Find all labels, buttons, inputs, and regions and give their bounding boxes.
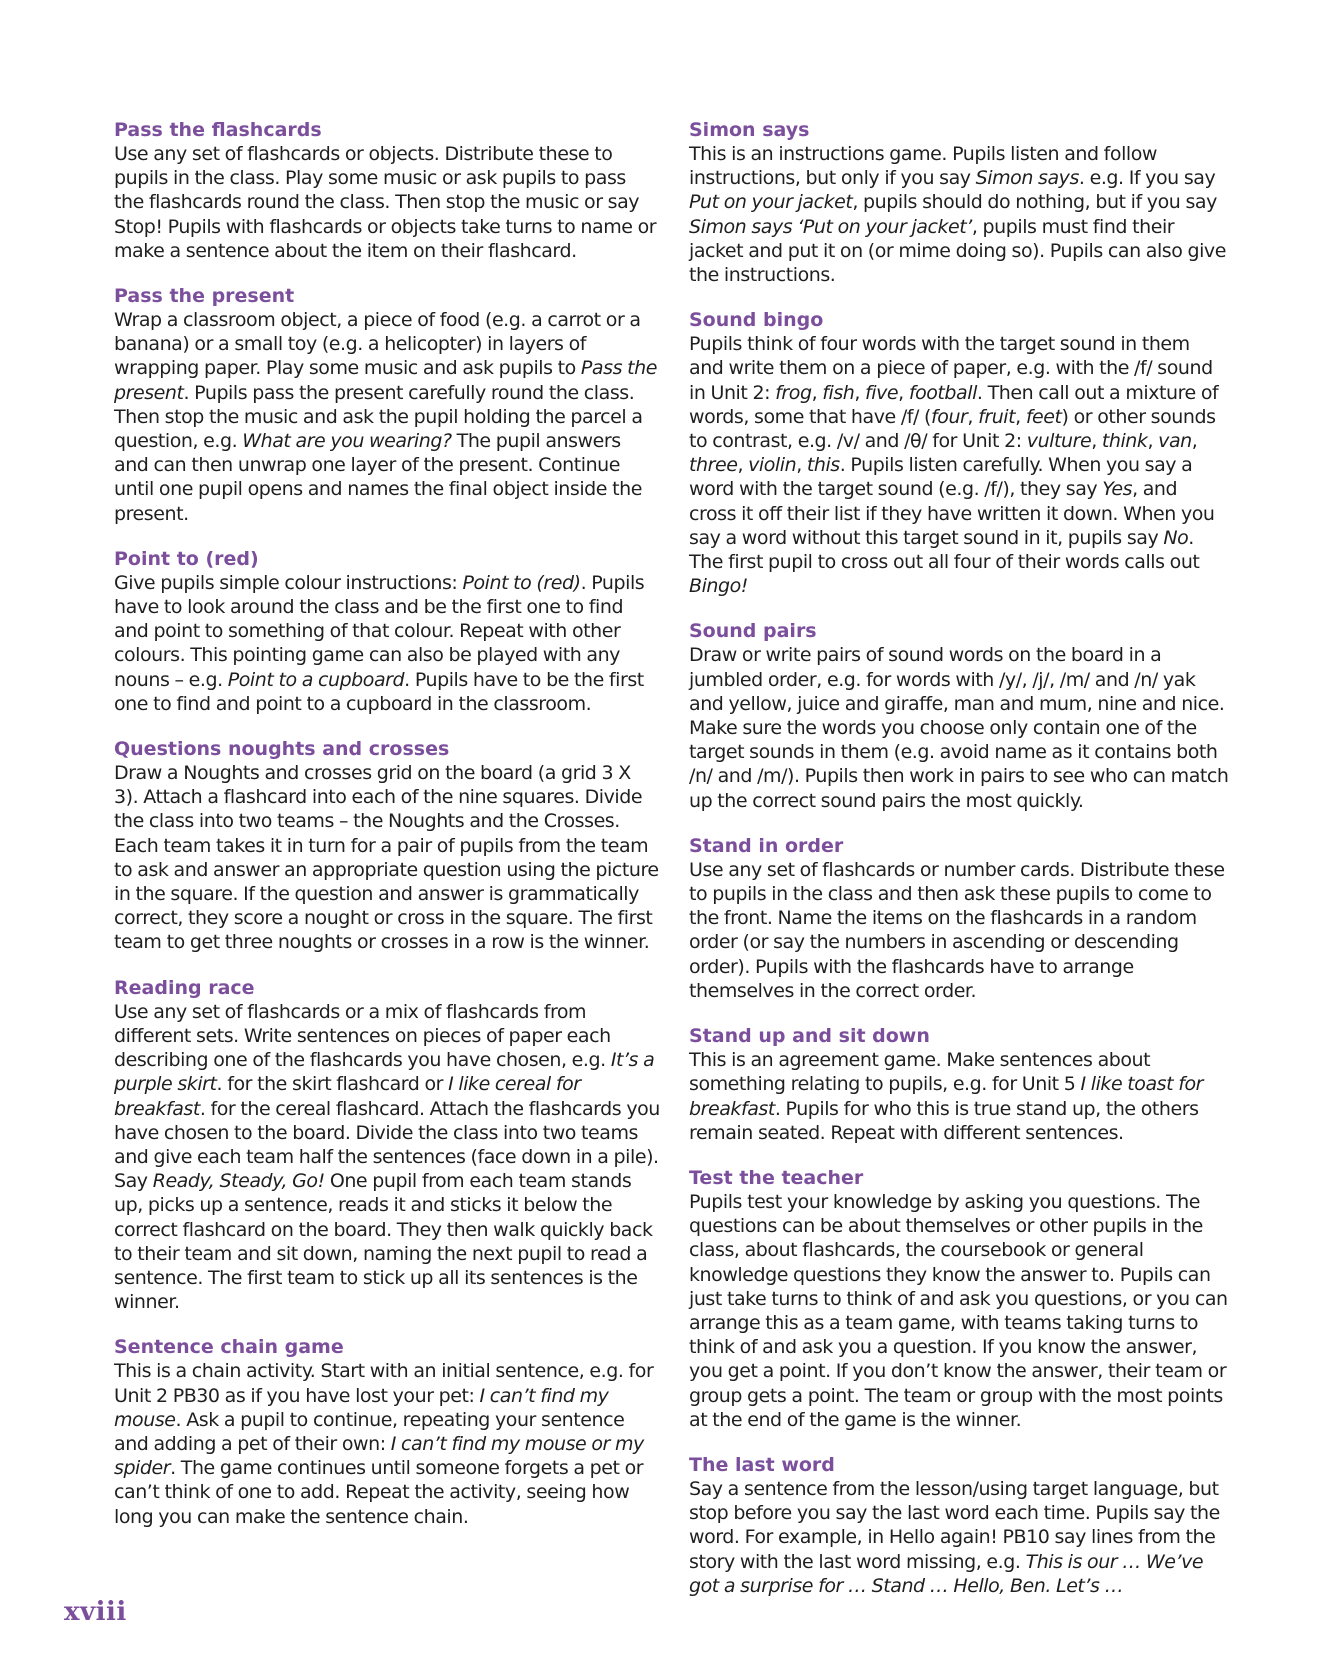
italic-text: fruit [978, 405, 1016, 428]
italic-text: Pass the present [114, 357, 657, 404]
body-text: . The game continues until someone forgets a pet or can’t think of one to add. Repeat the activity, seeing how long you can make the sentence chain. [114, 1457, 644, 1528]
italic-text: feet [1025, 405, 1062, 428]
section-heading: Stand in order [689, 834, 844, 857]
body-text: . e.g. If you say [1078, 167, 1216, 190]
section-the-last-word [689, 1453, 1229, 1598]
italic-text: This is our … We’ve got a surprise for … Stand … Hello, Ben. Let’s … [689, 1550, 1204, 1597]
section-heading: Point to (red) [114, 547, 259, 570]
italic-text: Ready, Steady, Go! [152, 1170, 325, 1193]
italic-text: Put on your jacket [689, 191, 853, 214]
body-text: , [1191, 430, 1198, 453]
italic-text: think [1101, 430, 1148, 453]
section-heading: Sentence chain game [114, 1336, 344, 1359]
body-text: . Pupils have to look around the class and be the first one to find and point to something of that colour. Repeat with other colours. This pointing game can also be played with any nouns – e.g. [114, 571, 645, 691]
section-body [114, 1359, 660, 1528]
italic-text: What are you wearing? [242, 430, 452, 453]
section-point-to-red [114, 547, 660, 716]
body-text: , [898, 381, 909, 404]
body-text: . Pupils listen carefully. When you say a word with the target sound (e.g. /f/), they say [689, 454, 1193, 501]
body-text: Use any set of flashcards or objects. Distribute these to pupils in the class. Play some music or ask pupils to pass the flashcards round the class. Then stop the music or say Stop! Pupils with flashcards or objects take turns to name or make a sentence about the item on their flashcard. [114, 143, 657, 262]
italic-text: I like toast for breakfast [689, 1073, 1203, 1120]
italic-text: I can’t find my mouse or my spider [114, 1432, 644, 1480]
section-sound-pairs [689, 619, 1229, 812]
section-heading: The last word [689, 1453, 835, 1476]
italic-text: frog [775, 381, 812, 404]
body-text: . Pupils for who this is true stand up, the others remain seated. Repeat with different sentences. [689, 1097, 1199, 1144]
section-heading: Reading race [114, 976, 255, 999]
body-text: . Pupils pass the present carefully round the class. Then stop the music and ask the pupil holding the parcel a question, e.g. [114, 381, 643, 453]
body-text: , [1147, 430, 1159, 453]
body-text: , [1015, 405, 1026, 428]
italic-text: No [1163, 526, 1189, 549]
italic-text: four [931, 405, 968, 428]
body-text: Say a sentence from the lesson/using target language, but stop before you say the last word each time. Pupils say the word. For example, in Hello again! PB10 say lines from the story with the last word missing, e.g. [689, 1477, 1220, 1573]
section-sentence-chain-game [114, 1335, 660, 1528]
body-text: Give pupils simple colour instructions: [114, 571, 463, 594]
italic-text: three [689, 454, 738, 477]
left-column [114, 118, 660, 1550]
section-body [114, 1000, 660, 1315]
body-text: Use any set of flashcards or a mix of flashcards from different sets. Write sentences on pieces of paper each describing one of the flashcards you have chosen, e.g. [114, 1000, 611, 1072]
italic-text: Simon says ‘Put on your jacket’ [689, 215, 972, 238]
section-body [114, 761, 660, 955]
section-body [114, 571, 660, 716]
section-sound-bingo [689, 308, 1229, 598]
italic-text: violin [748, 454, 797, 477]
section-body [689, 332, 1229, 598]
body-text: This is an instructions game. Pupils listen and follow instructions, but only if you say [689, 143, 1158, 190]
body-text: . for the skirt flashcard or [216, 1073, 449, 1096]
body-text: , [811, 381, 823, 404]
body-text: One pupil from each team stands up, picks up a sentence, reads it and sticks it below the correct flashcard on the board. They then walk quickly back to their team and sit down, naming the next pupil to read a sentence. The first team to stick up all its sentences is the winner. [114, 1170, 653, 1314]
body-text: . Ask a pupil to continue, repeating your sentence and adding a pet of their own: [114, 1408, 625, 1455]
section-simon-says [689, 118, 1229, 287]
body-text: ) or other sounds to contrast, e.g. /v/ and /θ/ for Unit 2: [689, 405, 1216, 453]
body-text: . Pupils have to be the first one to find and point to a cupboard in the classroom. [114, 668, 644, 715]
body-text: Use any set of flashcards or number cards. Distribute these to pupils in the class and then ask these pupils to come to the front. Name the items on the flashcards in a random order (or say the numbers in ascending or descending order). Pupils with the flashcards have to arrange themselves in the correct order. [689, 858, 1225, 1002]
italic-text: I like cereal for breakfast [114, 1073, 581, 1120]
italic-text: It’s a purple skirt [114, 1049, 655, 1096]
section-test-the-teacher [689, 1166, 1229, 1432]
italic-text: Point to (red) [462, 571, 581, 594]
italic-text: Yes [1102, 478, 1133, 501]
italic-text: vulture [1026, 430, 1092, 453]
section-body [689, 1048, 1229, 1145]
italic-text: this [806, 454, 840, 477]
body-text: . Then call out a mixture of words, some that have /f/ ( [689, 381, 1219, 428]
body-text: This is an agreement game. Make sentences about something relating to pupils, e.g. for Unit 5 [689, 1049, 1151, 1096]
body-text: Wrap a classroom object, a piece of food (e.g. a carrot or a banana) or a small toy (e.g. a helicopter) in layers of wrapping paper. Play some music and ask pupils to [114, 309, 641, 380]
italic-text: Point to a cupboard [227, 668, 405, 691]
section-heading: Pass the present [114, 285, 295, 308]
section-body [689, 142, 1229, 287]
body-text: . The first pupil to cross out all four of their words calls out [689, 526, 1200, 574]
section-body [114, 308, 660, 526]
section-heading: Simon says [689, 119, 810, 141]
section-heading: Questions noughts and crosses [114, 738, 450, 761]
section-heading: Sound pairs [689, 620, 817, 643]
body-text: , pupils must find their jacket and put it on (or mime doing so). Pupils can also give the instructions. [689, 215, 1226, 287]
italic-text: fish [822, 381, 855, 404]
body-text: , [737, 454, 749, 477]
body-text: , and cross it off their list if they have written it down. When you say a word without this target sound in it, pupils say [689, 478, 1215, 549]
italic-text: Bingo! [689, 575, 748, 598]
body-text: Draw or write pairs of sound words on the board in a jumbled order, e.g. for words with /y/, /j/, /m/ and /n/ yak and yellow, juice and giraffe, man and mum, nine and nice. Make sure the words you choose only contain one of the target sounds in them (e.g. avoid name as it contains both /n/ and /m/). Pupils then work in pairs to see who can match up the correct sound pairs the most quickly. [689, 644, 1229, 812]
body-text: Pupils think of four words with the target sound in them and write them on a piece of paper, e.g. with the /f/ sound in Unit 2: [689, 333, 1213, 404]
section-body [689, 858, 1229, 1003]
body-text: , [1091, 430, 1102, 453]
italic-text: football [908, 381, 977, 404]
section-stand-up-and-sit-down [689, 1024, 1229, 1145]
section-body [689, 643, 1229, 812]
body-text: This is a chain activity. Start with an initial sentence, e.g. for Unit 2 PB30 as if you have lost your pet: [114, 1360, 654, 1407]
section-body [114, 142, 660, 263]
body-text: Draw a Noughts and crosses grid on the board (a grid 3 X 3). Attach a flashcard into each of the nine squares. Divide the class into two teams – the Noughts and the Crosses. Each team takes it in turn for a pair of pupils from the team to ask and answer an appropriate question using the picture in the square. If the question and answer is grammatically correct, they score a nought or cross in the square. The first team to get three noughts or crosses in a row is the winner. [114, 762, 659, 954]
right-column [689, 118, 1229, 1619]
body-text: , [967, 405, 979, 428]
italic-text: I can’t find my mouse [114, 1384, 609, 1431]
section-pass-the-flashcards [114, 118, 660, 263]
section-heading: Sound bingo [689, 309, 824, 332]
body-text: . for the cereal flashcard. Attach the flashcards you have chosen to the board. Divide the class into two teams and give each team half the sentences (face down in a pile). Say [114, 1097, 660, 1193]
section-body [689, 1190, 1229, 1432]
section-questions-noughts-and-crosses [114, 737, 660, 955]
body-text: The pupil answers and can then unwrap one layer of the present. Continue until one pupil opens and names the final object inside the present. [114, 430, 642, 525]
section-heading: Stand up and sit down [689, 1025, 930, 1048]
italic-text: five [865, 381, 899, 404]
body-text: , [854, 381, 866, 404]
body-text: , [796, 454, 807, 477]
section-reading-race [114, 976, 660, 1315]
section-body [689, 1477, 1229, 1598]
body-text: , pupils should do nothing, but if you say [852, 191, 1217, 214]
section-heading: Test the teacher [689, 1166, 864, 1189]
section-heading: Pass the flashcards [114, 119, 322, 141]
section-pass-the-present [114, 284, 660, 526]
page-number: xviii [64, 1597, 127, 1627]
italic-text: van [1158, 430, 1192, 453]
section-stand-in-order [689, 834, 1229, 1003]
italic-text: Simon says [975, 167, 1079, 190]
body-text: Pupils test your knowledge by asking you questions. The questions can be about themselves or other pupils in the class, about flashcards, the coursebook or general knowledge questions they know the answer to. Pupils can just take turns to think of and ask you questions, or you can arrange this as a team game, with teams taking turns to think of and ask you a question. If you know the answer, you get a point. If you don’t know the answer, their team or group gets a point. The team or group with the most points at the end of the game is the winner. [689, 1190, 1228, 1431]
